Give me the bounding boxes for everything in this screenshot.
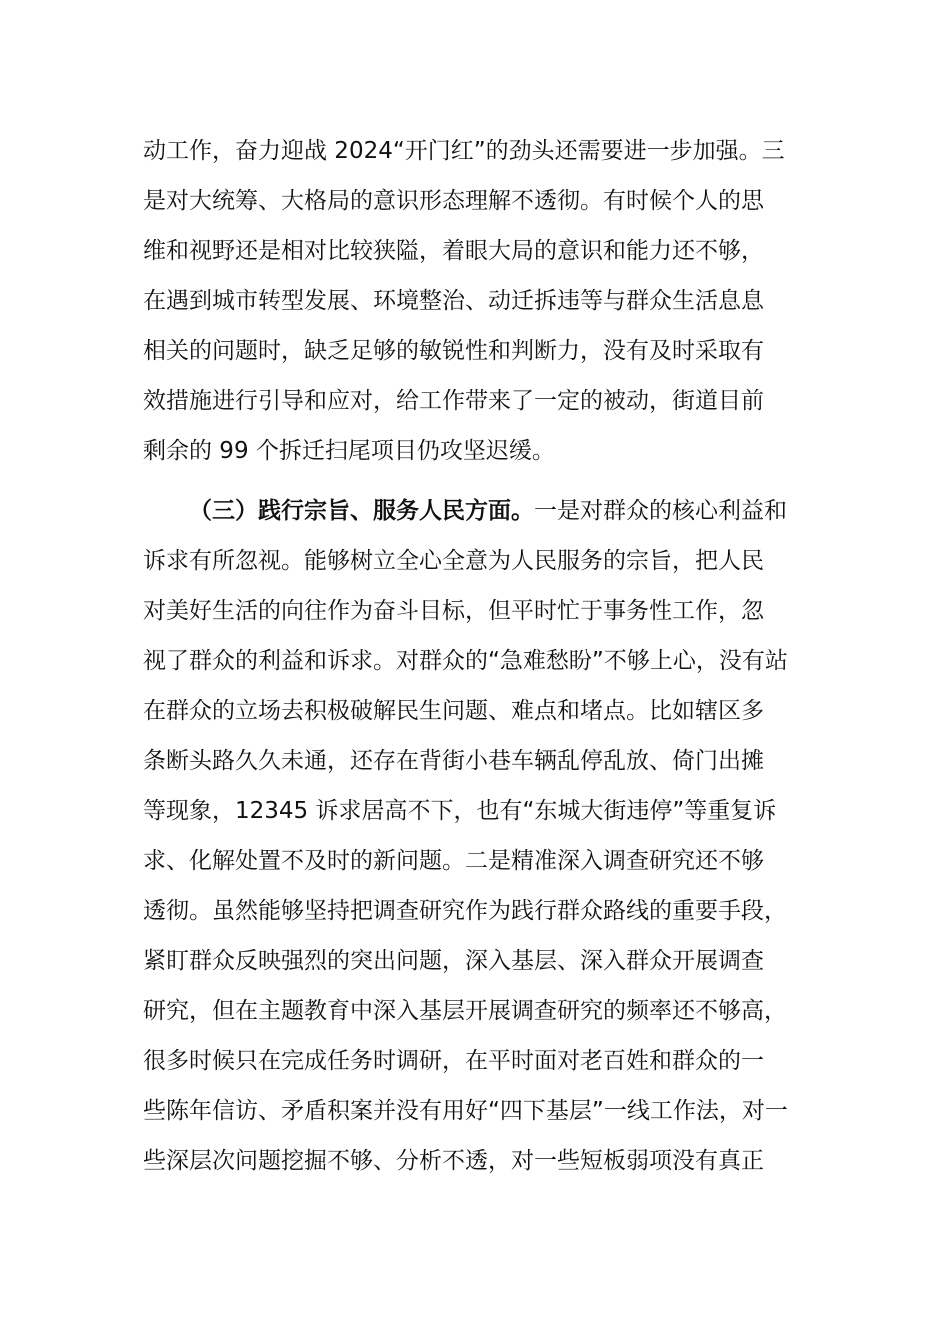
text-line: 在群众的立场去积极破解民生问题、难点和堵点。比如辖区多 <box>143 698 764 724</box>
text-line: 诉求有所忽视。能够树立全心全意为人民服务的宗旨，把人民 <box>143 548 764 574</box>
text-line: 紧盯群众反映强烈的突出问题，深入基层、深入群众开展调查 <box>143 948 764 974</box>
text-line: 维和视野还是相对比较狭隘，着眼大局的意识和能力还不够， <box>143 238 764 264</box>
text-line-rest: 一是对群众的核心利益和 <box>534 498 787 524</box>
text-line: 效措施进行引导和应对，给工作带来了一定的被动，街道目前 <box>143 388 764 414</box>
text-line: 等现象，12345 诉求居高不下，也有“东城大街违停”等重复诉 <box>143 798 777 824</box>
text-line: 透彻。虽然能够坚持把调查研究作为践行群众路线的重要手段， <box>143 898 787 924</box>
section-heading: （三）践行宗旨、服务人民方面。 <box>189 498 534 524</box>
text-line: 视了群众的利益和诉求。对群众的“急难愁盼”不够上心，没有站 <box>143 648 788 674</box>
paragraph-1 <box>143 126 823 476</box>
paragraph-2 <box>143 486 823 1186</box>
text-line: 条断头路久久未通，还存在背街小巷车辆乱停乱放、倚门出摊 <box>143 748 764 774</box>
text-line: 些深层次问题挖掘不够、分析不透，对一些短板弱项没有真正 <box>143 1148 764 1174</box>
text-line: 动工作，奋力迎战 2024“开门红”的劲头还需要进一步加强。三 <box>143 138 785 164</box>
text-line: 求、化解处置不及时的新问题。二是精准深入调查研究还不够 <box>143 848 764 874</box>
text-line: 剩余的 99 个拆迁扫尾项目仍攻坚迟缓。 <box>143 438 555 464</box>
text-line: 些陈年信访、矛盾积案并没有用好“四下基层”一线工作法，对一 <box>143 1098 788 1124</box>
text-line: 很多时候只在完成任务时调研，在平时面对老百姓和群众的一 <box>143 1048 764 1074</box>
text-line: 对美好生活的向往作为奋斗目标，但平时忙于事务性工作，忽 <box>143 598 764 624</box>
text-line: 在遇到城市转型发展、环境整治、动迁拆违等与群众生活息息 <box>143 288 764 314</box>
text-line: 相关的问题时，缺乏足够的敏锐性和判断力，没有及时采取有 <box>143 338 764 364</box>
paragraph-first-line <box>143 486 823 536</box>
text-line: 研究，但在主题教育中深入基层开展调查研究的频率还不够高， <box>143 998 787 1024</box>
text-line: 是对大统筹、大格局的意识形态理解不透彻。有时候个人的思 <box>143 188 764 214</box>
